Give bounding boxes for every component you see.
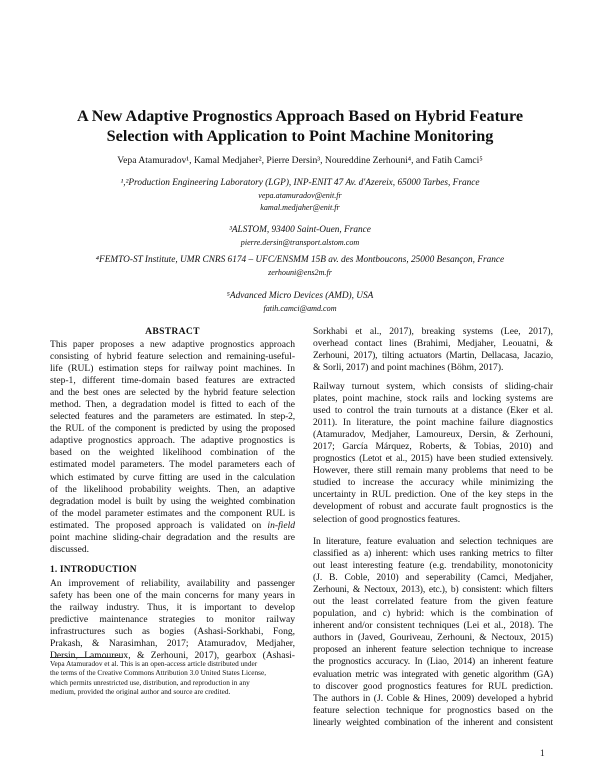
affiliation-name: ⁵Advanced Micro Devices (AMD), USA (226, 291, 374, 301)
title-line-1: A New Adaptive Prognostics Approach Based on Hybrid Feature (76, 107, 524, 125)
author-email: fatih.camci@amd.com (263, 303, 337, 313)
abstract-line: estimated. The proposed approach is validated on in-field (50, 519, 295, 531)
introduction-body (50, 578, 295, 662)
author-email: kamal.medjaher@enit.fr (260, 203, 340, 212)
body-line: authors in (Javed, Gouriveau, Zerhouni, & Nectoux, 2015) (313, 632, 553, 644)
abstract-line: This paper proposes a new adaptive prognostics approach (50, 339, 295, 350)
body-line: uncertainty in RUL prediction. One of the key steps in the (313, 489, 553, 501)
author-email: pierre.dersin@transport.alstom.com (240, 237, 360, 247)
license-footnote (50, 659, 295, 697)
body-line: classified as a) inherent: which uses ranking metrics to filter (313, 548, 553, 560)
body-line: plates, point machine, stock rails and locking systems are (313, 393, 553, 405)
affiliation-name: ¹,²Production Engineering Laboratory (LGP), INP-ENIT 47 Av. d'Azereix, 65000 Tarbes, France (120, 178, 480, 188)
intro-line: predictive maintenance strategies to monitor railway (50, 614, 295, 626)
abstract-line: and the best ones are selected by the hybrid feature selection (50, 387, 295, 399)
affiliation-name: ³ALSTOM, 93400 Saint-Ouen, France (229, 225, 371, 235)
abstract-line: life (RUL) estimation steps for railway point machines. In (50, 363, 295, 375)
abstract-line: consisting of hybrid feature selection and remaining-useful- (50, 351, 295, 363)
author-email: zerhouni@ens2m.fr (268, 267, 332, 277)
abstract-line: step-1, different time-domain based features are extracted (50, 375, 295, 387)
body-line: Railway turnout system, which consists of sliding-chair (313, 381, 553, 392)
abstract-line: discussed. (50, 543, 89, 555)
body-line: & Sorli, 2017) and point machines (Böhm, 2017). (313, 362, 504, 374)
body-line: used to control the train turnouts at a distance (Eker et al. (313, 405, 553, 417)
author-list: Vepa Atamuradov¹, Kamal Medjaher², Pierre Dersin³, Noureddine Zerhouni⁴, and Fatih Camci⁵ (117, 155, 483, 166)
body-line: inherent and/or consistent techniques (Lei et al., 2018). The (313, 620, 553, 632)
introduction-heading: 1. INTRODUCTION (50, 565, 137, 575)
body-line: (Atamuradov, Medjaher, Lamoureux, Dersin, & Zerhouni, (313, 429, 553, 441)
body-line: overhead contact lines (Brahimi, Medjaher, Leouatni, & (313, 338, 553, 350)
right-paragraph-3 (313, 536, 553, 729)
intro-line: the railway industry. Thus, it is important to develop (50, 602, 295, 614)
abstract-line: method. Then, a degradation model is fitted to each of the (50, 399, 295, 411)
body-line: feature selection technique for prognostics based on the (313, 704, 553, 716)
footnote-divider (50, 657, 122, 658)
body-line: Zerhouni, & Nectoux, 2013), etc.), b) consistent: which filters (313, 584, 553, 596)
body-line: selection of good prognostics features. (313, 513, 461, 525)
footnote-line: Vepa Atamuradov et al. This is an open-access article distributed under (50, 659, 258, 668)
abstract-line: of the model parameter estimates and the component RUL is (50, 507, 295, 519)
body-line: 2017; García Márquez, Roberts, & Tobias, 2010) and (313, 441, 553, 453)
right-paragraph-2 (313, 381, 553, 526)
page-number: 1 (540, 749, 545, 759)
body-line: studied to increase the accuracy while minimizing the (313, 477, 553, 489)
body-line: Sorkhabi et al., 2017), breaking systems (Lee, 2017), (313, 326, 553, 337)
right-paragraph-1 (313, 326, 553, 374)
footnote-line: which permits unrestricted use, distribution, and reproduction in any (50, 677, 250, 687)
affiliation-name: ⁴FEMTO-ST Institute, UMR CNRS 6174 – UFC/ENSMM 15B av. des Montboucons, 25000 Besançon, France (95, 255, 505, 265)
body-line: 2011). In literature, the point machine failure diagnostics (313, 417, 553, 429)
abstract-heading: ABSTRACT (145, 326, 200, 337)
intro-line: infrastructures such as bogies (Ashasi-Sorkhabi, Fong, (50, 626, 295, 638)
intro-line: Dersin, Lamoureux, & Zerhouni, 2017), gearbox (Ashasi- (50, 650, 295, 662)
body-line: development of robust and accurate fault prognostics is the (313, 501, 553, 513)
abstract-line: which estimated by curve fitting are used in the calculation (50, 471, 295, 483)
body-line: evaluation metric was integrated with genetic algorithm (GA) (313, 668, 553, 680)
title-line-2: Selection with Application to Point Machine Monitoring (106, 127, 494, 145)
body-line: prognostics (Letot et al., 2015) have been studied extensively. (313, 453, 553, 465)
body-line: to discover good prognostics features for RUL prediction. (313, 680, 553, 692)
footnote-line: the terms of the Creative Commons Attribution 3.0 United States License, (50, 668, 267, 678)
body-line: linearly weighted combination of the inherent and consistent (313, 716, 553, 728)
footnote-line: medium, provided the original author and source are credited. (50, 687, 231, 697)
abstract-line: selected features and the parameters are estimated. In step-2, (50, 411, 295, 423)
abstract-line: adaptive prognostics approach. The adaptive prognostics is (50, 435, 295, 447)
paper-title (40, 106, 560, 146)
abstract-line: point machine sliding-chair degradation and the results are (50, 531, 295, 543)
affiliation-4 (40, 290, 560, 315)
body-line: the prognostics accuracy. In (Liao, 2014) an inherent feature (313, 656, 553, 668)
intro-line: An improvement of reliability, availability and passenger (50, 578, 295, 589)
affiliation-2 (40, 224, 560, 249)
body-line: Zerhouni, 2017), tilting actuators (Martin, Dellacasa, Jacazio, (313, 350, 553, 362)
body-line: out least interesting feature (e.g. trendability, monotonicity (313, 560, 553, 572)
body-line: In literature, feature evaluation and selection techniques are (313, 536, 553, 547)
abstract-line: of the likelihood probability weights. Then, an adaptive (50, 483, 295, 495)
intro-line: safety has been one of the main concerns for many years in (50, 590, 295, 602)
abstract-line: based on the weighted likelihood combination of the (50, 447, 295, 459)
abstract-body (50, 339, 295, 556)
body-line: The authors in (J. Coble & Hines, 2009) developed a hybrid (313, 692, 553, 704)
author-email: vepa.atamuradov@enit.fr (258, 190, 342, 200)
affiliation-1 (40, 177, 560, 215)
abstract-line: estimated model parameters. The model parameters each of (50, 459, 295, 471)
affiliation-3 (40, 254, 560, 279)
body-line: out the least correlated feature from the given feature (313, 596, 553, 608)
body-line: However, there still remain many problems that need to be (313, 465, 553, 477)
body-line: proposed an inherent feature selection technique to increase (313, 644, 553, 656)
body-line: (J. B. Coble, 2010) and seperability (Camci, Medjaher, (313, 572, 553, 584)
abstract-line: degradation model is built by using the weighted combination (50, 495, 295, 507)
abstract-line: the RUL of the component is predicted by using the proposed (50, 423, 295, 435)
intro-line: Prakash, & Narasimhan, 2017; Atamuradov, Medjaher, (50, 638, 295, 650)
body-line: population, and c) hybrid: which is the combination of (313, 608, 553, 620)
